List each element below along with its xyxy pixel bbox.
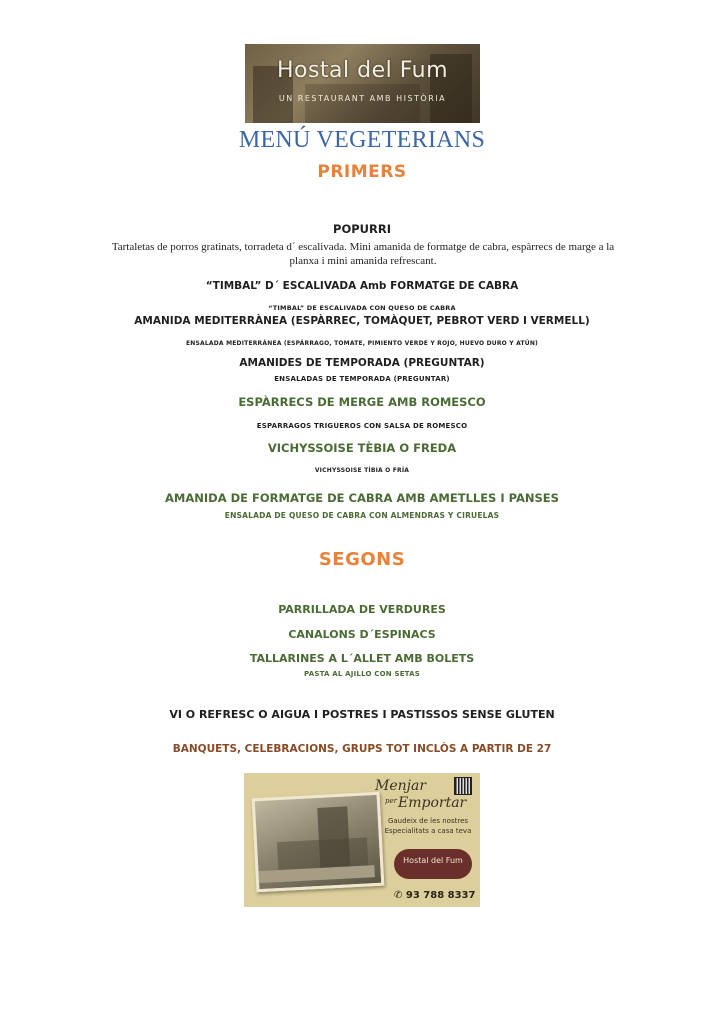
dish-mediterranea: AMANIDA MEDITERRÀNEA (ESPÀRREC, TOMÀQUET, PEBROT VERD I VERMELL) (134, 315, 590, 327)
promo-menjar: Menjar (375, 778, 427, 794)
promo-logo-title: Hostal del Fum (403, 856, 463, 865)
logo-tagline: UN RESTAURANT AMB HISTÒRIA (278, 94, 447, 103)
promo-emportar: Emportar (398, 795, 467, 811)
logo-title: Hostal del Fum (276, 58, 449, 83)
dish-popurri: POPURRI (333, 222, 391, 236)
promo-phone-number: 93 788 8337 (405, 890, 476, 901)
dish-esparrecs-sub: ESPARRAGOS TRIGUEROS CON SALSA DE ROMESCO (256, 422, 468, 430)
dish-canalons: CANALONS D´ESPINACS (288, 628, 436, 641)
dish-temporada: AMANIDES DE TEMPORADA (PREGUNTAR) (239, 357, 485, 369)
section-primers: PRIMERS (317, 162, 407, 182)
section-segons: SEGONS (318, 549, 406, 570)
banquets-line: BANQUETS, CELEBRACIONS, GRUPS TOT INCLÒS A PARTIR DE 27 (172, 743, 552, 755)
qr-code-icon (454, 777, 472, 795)
dish-tallarines: TALLARINES A L´ALLET AMB BOLETS (249, 652, 475, 665)
promo-line-1: Gaudeix de les nostres (387, 817, 469, 825)
dish-popurri-description: Tartaletas de porros gratinats, torradeta d´ escalivada. Mini amanida de formatge de cabra, espàrrecs de marge a la planxa i mini amanida refrescant. (111, 241, 615, 267)
dish-tallarines-sub: PASTA AL AJILLO CON SETAS (304, 670, 420, 678)
dish-mediterranea-sub: ENSALADA MEDITERRÁNEA (ESPÁRRAGO, TOMATE, PIMIENTO VERDE Y ROJO, HUEVO DURO Y ATÚN) (186, 340, 538, 347)
dish-temporada-sub: ENSALADAS DE TEMPORADA (PREGUNTAR) (274, 375, 450, 383)
promo-phone (394, 890, 475, 901)
takeaway-banner (244, 773, 480, 907)
dish-timbal-sub: “TIMBAL” DE ESCALIVADA CON QUESO DE CABRA (268, 304, 456, 312)
dish-vichyssoise: VICHYSSOISE TÈBIA O FREDA (267, 441, 457, 455)
dish-amanida-cabra: AMANIDA DE FORMATGE DE CABRA AMB AMETLLES I PANSES (165, 491, 559, 505)
menu-title: MENÚ VEGETERIANS (238, 127, 486, 153)
dish-parrillada: PARRILLADA DE VERDURES (278, 603, 446, 616)
dish-timbal: “TIMBAL” D´ ESCALIVADA Amb FORMATGE DE CABRA (205, 280, 519, 292)
phone-icon: ✆ (394, 890, 406, 901)
extras-line: VI O REFRESC O AIGUA I POSTRES I PASTISSOS SENSE GLUTEN (169, 708, 555, 721)
promo-per: per (385, 797, 397, 805)
promo-line-2: Especialitats a casa teva (384, 827, 472, 835)
dish-esparrecs: ESPÀRRECS DE MERGE AMB ROMESCO (238, 395, 486, 409)
dish-vichyssoise-sub: VICHYSSOISE TÍBIA O FRÍA (314, 467, 410, 474)
dish-amanida-cabra-sub: ENSALADA DE QUESO DE CABRA CON ALMENDRAS Y CIRUELAS (224, 511, 500, 520)
hostal-del-fum-logo (245, 44, 480, 123)
promo-logo (394, 849, 472, 879)
historic-building-photo (252, 792, 385, 893)
